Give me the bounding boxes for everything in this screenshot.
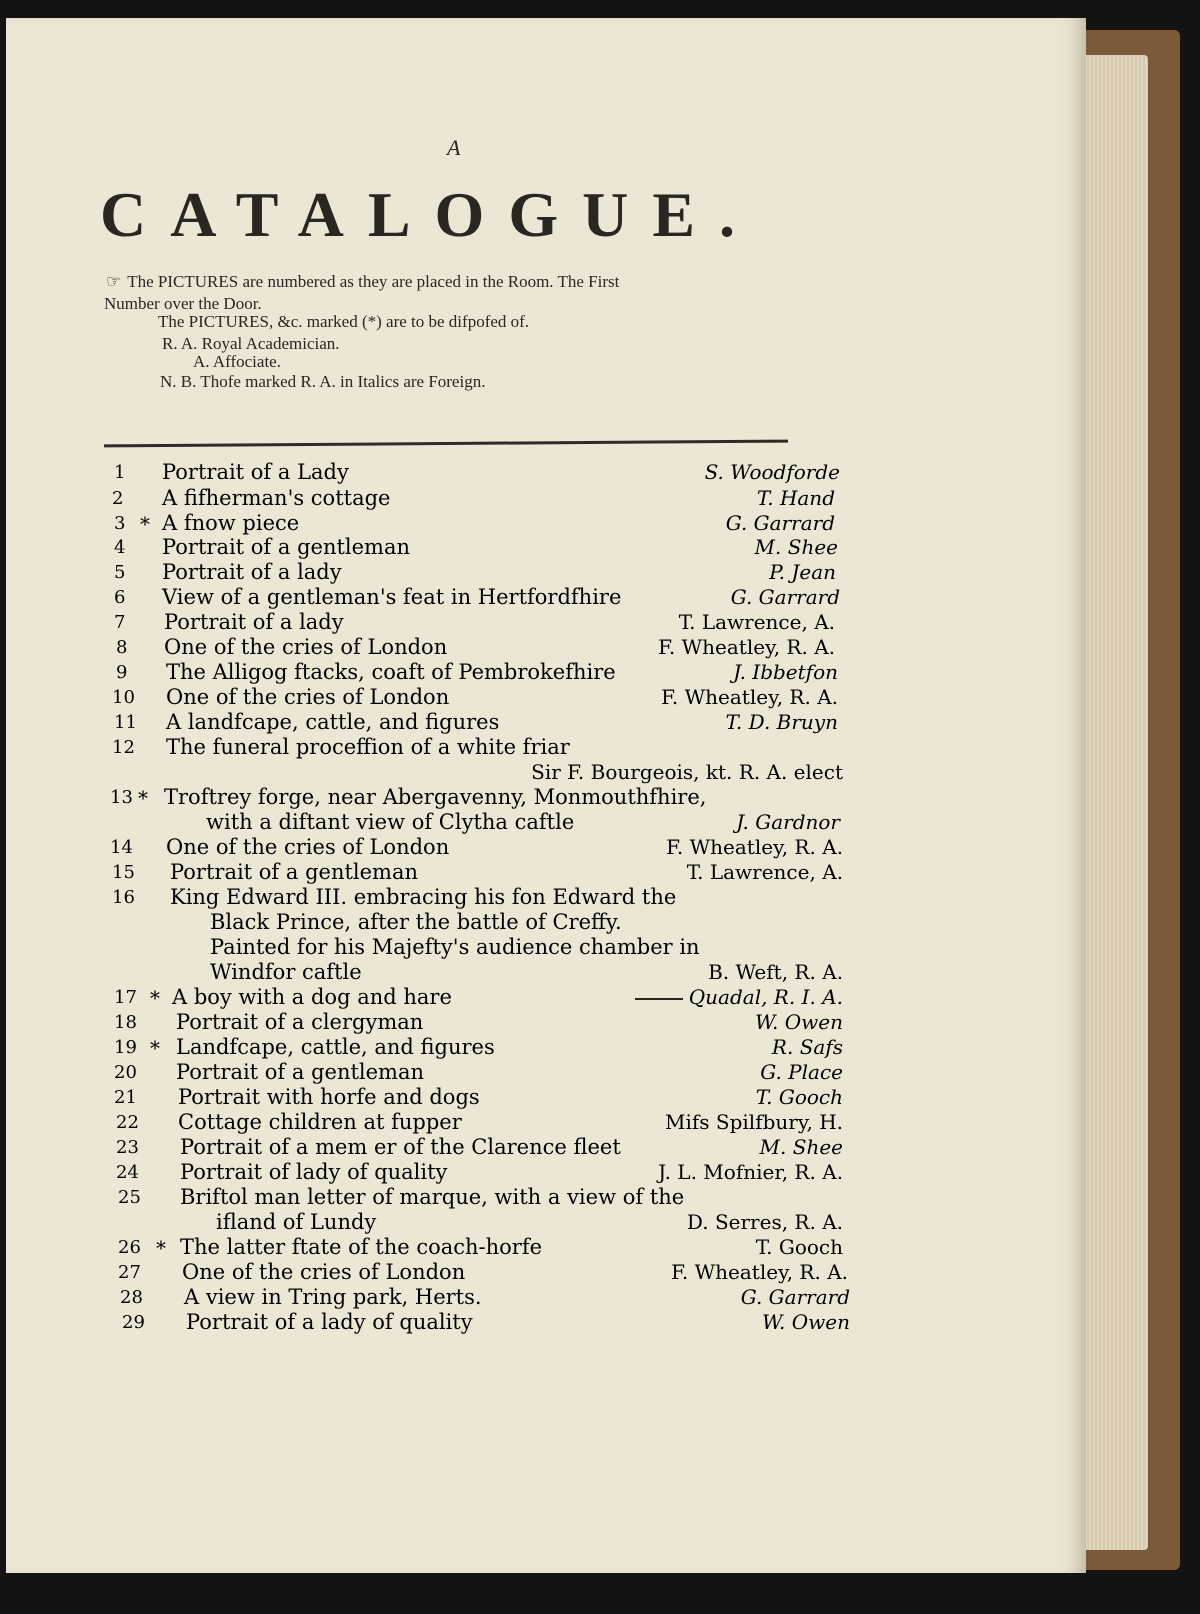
entry-number: 24	[116, 1162, 139, 1183]
catalogue-entry	[0, 460, 1000, 486]
entry-number: 10	[112, 687, 135, 708]
entry-number: 28	[120, 1287, 143, 1308]
entry-title: View of a gentleman's feat in Hertfordfhire	[162, 585, 622, 609]
catalogue-entry	[0, 760, 1000, 786]
catalogue-entry	[0, 1185, 1000, 1211]
entry-title: A fifherman's cottage	[162, 486, 391, 510]
entry-number: 11	[114, 712, 137, 733]
entry-artist: J. Ibbetfon	[733, 660, 838, 684]
catalogue-entry	[0, 610, 1000, 636]
entry-title: The Alligog ftacks, coaft of Pembrokefhire	[166, 660, 616, 684]
entry-number: 2	[112, 488, 124, 509]
entry-title: One of the cries of London	[166, 685, 450, 709]
entry-artist: W. Owen	[754, 1010, 843, 1034]
entry-title: Portrait of lady of quality	[180, 1160, 448, 1184]
note-line: N. B. Thofe marked R. A. in Italics are Foreign.	[160, 372, 486, 391]
catalogue-entry	[0, 835, 1000, 861]
entry-title: ifland of Lundy	[216, 1210, 377, 1234]
catalogue-entry	[0, 1135, 1000, 1161]
entry-number: 19	[114, 1037, 137, 1058]
catalogue-entry	[0, 860, 1000, 886]
page-edges	[1082, 55, 1148, 1550]
entry-artist: Quadal, R. I. A.	[635, 985, 843, 1009]
entry-artist: G. Garrard	[730, 585, 840, 609]
entry-artist: F. Wheatley, R. A.	[658, 635, 835, 659]
catalogue-entry	[0, 710, 1000, 736]
entry-title: Black Prince, after the battle of Creffy.	[210, 910, 622, 934]
entry-number: 5	[114, 562, 126, 583]
catalogue-entry	[0, 1110, 1000, 1136]
entry-number: 4	[114, 537, 126, 558]
disposal-mark: *	[138, 786, 148, 810]
entry-artist: G. Garrard	[740, 1285, 850, 1309]
entry-artist: T. Hand	[756, 486, 835, 510]
entry-number: 15	[112, 862, 135, 883]
entry-title: Portrait of a mem er of the Clarence fleet	[180, 1135, 621, 1159]
entry-number: 8	[116, 637, 128, 658]
entry-title: Portrait of a lady of quality	[186, 1310, 473, 1334]
catalogue-entry	[0, 810, 1000, 836]
entry-title: Troftrey forge, near Abergavenny, Monmouthfhire,	[164, 785, 707, 809]
catalogue-entry	[0, 1210, 1000, 1236]
entry-number: 1	[114, 462, 126, 483]
entry-number: 25	[118, 1187, 141, 1208]
catalogue-entry	[0, 1085, 1000, 1111]
entry-title: Portrait of a clergyman	[176, 1010, 424, 1034]
entry-title: A view in Tring park, Herts.	[184, 1285, 482, 1309]
entry-title: Windfor caftle	[210, 960, 362, 984]
entry-number: 18	[114, 1012, 137, 1033]
disposal-mark: *	[150, 986, 160, 1010]
entry-number: 9	[116, 662, 128, 683]
catalogue-entry	[0, 511, 1000, 537]
entry-artist: B. Weft, R. A.	[708, 960, 843, 984]
entry-artist: W. Owen	[761, 1310, 850, 1334]
entry-artist: T. Gooch	[755, 1085, 843, 1109]
entry-number: 17	[114, 987, 137, 1008]
catalogue-entry	[0, 635, 1000, 661]
entry-title: One of the cries of London	[166, 835, 450, 859]
catalogue-entry	[0, 735, 1000, 761]
catalogue-entry	[0, 960, 1000, 986]
entry-title: A boy with a dog and hare	[172, 985, 452, 1009]
entry-title: Portrait of a gentleman	[170, 860, 419, 884]
entry-title: A fnow piece	[162, 511, 300, 535]
entry-artist: F. Wheatley, R. A.	[671, 1260, 848, 1284]
entry-artist: F. Wheatley, R. A.	[666, 835, 843, 859]
entry-artist: D. Serres, R. A.	[686, 1210, 843, 1234]
entry-artist: T. Lawrence, A.	[686, 860, 843, 884]
catalogue-entry	[0, 486, 1000, 512]
entry-number: 3	[114, 513, 126, 534]
entry-number: 26	[118, 1237, 141, 1258]
catalogue-entry	[0, 585, 1000, 611]
entry-title: One of the cries of London	[164, 635, 448, 659]
entry-artist: P. Jean	[769, 560, 836, 584]
note-line: Number over the Door.	[104, 294, 262, 313]
disposal-mark: *	[140, 512, 150, 536]
entry-title: Portrait of a lady	[162, 560, 342, 584]
catalogue-entry	[0, 885, 1000, 911]
catalogue-entry	[0, 560, 1000, 586]
entry-number: 22	[116, 1112, 139, 1133]
entry-artist: S. Woodforde	[704, 460, 840, 484]
entry-artist: T. D. Bruyn	[725, 710, 838, 734]
catalogue-entry	[0, 1060, 1000, 1086]
catalogue-entry	[0, 985, 1000, 1011]
disposal-mark: *	[150, 1036, 160, 1060]
catalogue-entry	[0, 1285, 1000, 1311]
entry-number: 6	[114, 587, 126, 608]
entry-title: Briftol man letter of marque, with a view of the	[180, 1185, 685, 1209]
entry-number: 16	[112, 887, 135, 908]
entry-title: Cottage children at fupper	[178, 1110, 462, 1134]
entry-title: The funeral proceffion of a white friar	[166, 735, 570, 759]
entry-artist: Sir F. Bourgeois, kt. R. A. elect	[531, 760, 843, 784]
catalogue-entry	[0, 1235, 1000, 1261]
entry-number: 14	[110, 837, 133, 858]
entry-title: King Edward III. embracing his fon Edward the	[170, 885, 677, 909]
entry-number: 29	[122, 1312, 145, 1333]
note-line: R. A. Royal Academician.	[162, 334, 340, 353]
entry-title: A landfcape, cattle, and figures	[166, 710, 500, 734]
heading-small: A	[447, 135, 461, 160]
entry-artist: T. Lawrence, A.	[678, 610, 835, 634]
entry-artist: G. Garrard	[725, 511, 835, 535]
catalogue-entry	[0, 1310, 1000, 1336]
note-line: ☞ The PICTURES are numbered as they are placed in the Room. The First	[106, 272, 620, 291]
entry-artist: J. Gardnor	[736, 810, 840, 834]
entry-artist: Mifs Spilfbury, H.	[665, 1110, 843, 1134]
entry-artist: T. Gooch	[755, 1235, 843, 1259]
entry-title: Portrait of a gentleman	[176, 1060, 425, 1084]
page-title: CATALOGUE.	[100, 179, 759, 250]
entry-artist: R. Safs	[771, 1035, 843, 1059]
entry-artist: F. Wheatley, R. A.	[661, 685, 838, 709]
entry-number: 21	[114, 1087, 137, 1108]
entry-title: Portrait of a lady	[164, 610, 344, 634]
entry-title: Portrait with horfe and dogs	[178, 1085, 480, 1109]
entry-title: Portrait of a gentleman	[162, 535, 411, 559]
catalogue-entry	[0, 1160, 1000, 1186]
catalogue-entry	[0, 910, 1000, 936]
entry-title: The latter ftate of the coach-horfe	[180, 1235, 543, 1259]
entry-artist: G. Place	[760, 1060, 843, 1084]
entry-artist: M. Shee	[754, 535, 838, 559]
catalogue-entry	[0, 785, 1000, 811]
entry-title: One of the cries of London	[182, 1260, 466, 1284]
entry-number: 13	[110, 787, 133, 808]
entry-artist: J. L. Mofnier, R. A.	[658, 1160, 843, 1184]
catalogue-entry	[0, 935, 1000, 961]
entry-title: Portrait of a Lady	[162, 460, 349, 484]
disposal-mark: *	[156, 1236, 166, 1260]
entry-artist: M. Shee	[759, 1135, 843, 1159]
catalogue-entry	[0, 1260, 1000, 1286]
entry-number: 12	[112, 737, 135, 758]
entry-title: Painted for his Majefty's audience chamber in	[210, 935, 700, 959]
entry-number: 7	[114, 612, 126, 633]
entry-number: 23	[116, 1137, 139, 1158]
entry-title: Landfcape, cattle, and figures	[176, 1035, 495, 1059]
catalogue-entry	[0, 1035, 1000, 1061]
note-line: The PICTURES, &c. marked (*) are to be difpofed of.	[158, 312, 530, 331]
catalogue-entry	[0, 1010, 1000, 1036]
catalogue-entry	[0, 535, 1000, 561]
entry-number: 27	[118, 1262, 141, 1283]
entry-title: with a diftant view of Clytha caftle	[206, 810, 575, 834]
entry-number: 20	[114, 1062, 137, 1083]
note-line: A. Affociate.	[193, 352, 281, 371]
catalogue-entry	[0, 660, 1000, 686]
catalogue-entry	[0, 685, 1000, 711]
dash-rule	[635, 998, 683, 1000]
pointing-hand-icon: ☞	[106, 272, 122, 291]
